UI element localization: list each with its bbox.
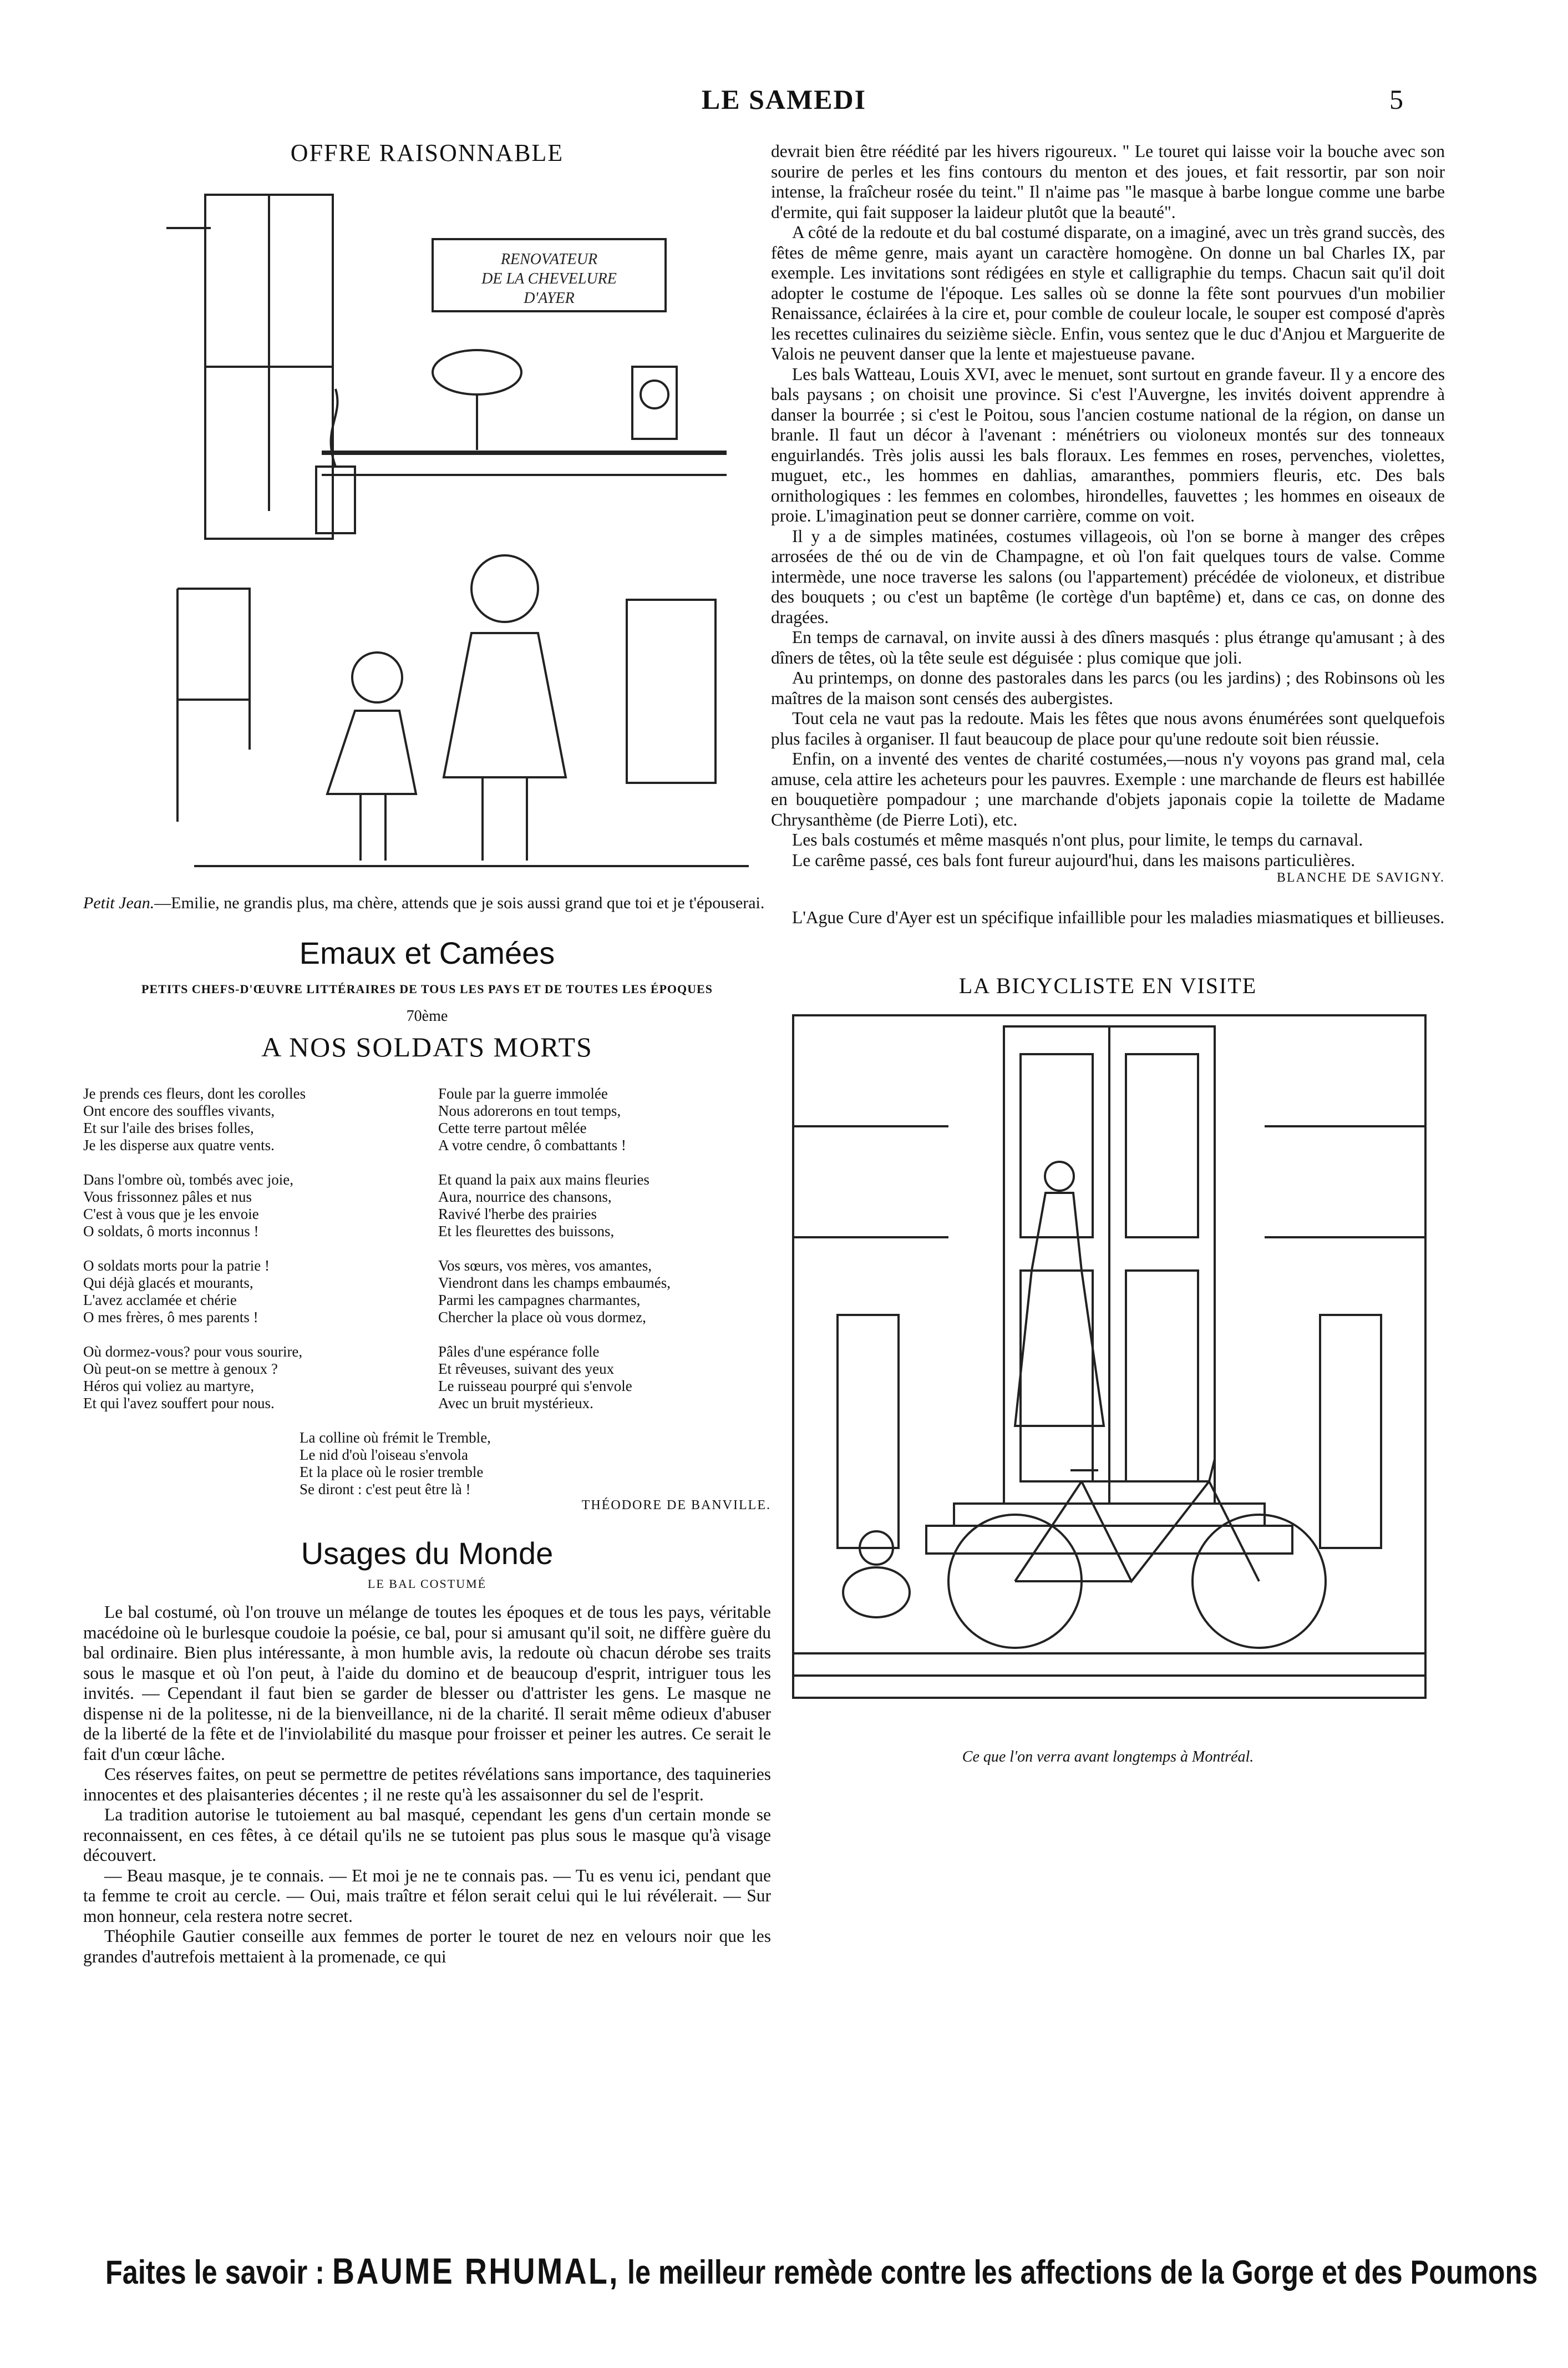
usages-paragraph: Il y a de simples matinées, costumes villageois, où l'on se borne à manger des crêpes arrosées de thé ou de vin de Champagne, et où l'on fait quelques tours de valse. Comme intermède, une noce traverse les salons (ou l'appartement) précédée de violoneux, et distribue des bouquets ; ou c'est un baptême (le cortège d'un baptême) et, dans ce cas, on donne des dragées. <box>771 526 1445 627</box>
usages-paragraph: Les bals costumés et même masqués n'ont plus, pour limite, le temps du carnaval. <box>792 830 1363 849</box>
stanza-final: La colline où frémit le Tremble, Le nid d'où l'oiseau s'envola Et la place où le rosier tremble Se diront : c'est peut être là ! <box>300 1429 491 1497</box>
usages-paragraph: Les bals Watteau, Louis XVI, avec le menuet, sont surtout en grande faveur. Il y a encore des bals paysans ; on choisit une province. Si c'est l'Auvergne, les invités doivent apprendre à danser la bourrée ; si c'est le Poitou, sous l'ancien costume national de la région, on danse un branle. Il faut un décor à l'avenant : ménétriers ou violoneux montés sur des tonneaux enguirlandés. Très jolis aussi les bals floraux. Les femmes en roses, pervenches, violettes, muguet, etc., les hommes en dahlias, amaranthes, pommiers fleuris, etc. Des bals ornithologiques : les femmes en colombes, hirondelles, fauvettes ; les hommes en oiseaux de proie. L'imagination peut se donner carrière, comme on voit. <box>771 364 1445 525</box>
usages-paragraph: — Beau masque, je te connais. — Et moi je ne te connais pas. — Tu es venu ici, pendant que ta femme te croit au cercle. — Oui, mais traître et félon serait celui qui le lui révélerait. — Sur mon honneur, cela restera notre secret. <box>83 1865 771 1926</box>
bicycle-illustration-title: LA BICYCLISTE EN VISITE <box>958 973 1257 998</box>
poem-final-stanza-wrap <box>83 1429 771 1498</box>
caption-speaker: Petit Jean. <box>83 894 155 912</box>
sign-line-2: DE LA CHEVELURE <box>481 270 617 287</box>
caption-text: —Emilie, ne grandis plus, ma chère, attends que je sois aussi grand que toi et je t'épouserai. <box>154 894 765 912</box>
newspaper-title: LE SAMEDI <box>701 84 867 115</box>
stanza: Vos sœurs, vos mères, vos amantes, Viendront dans les champs embaumés, Parmi les campagnes charmantes, Chercher la place où vous dormez, <box>438 1257 671 1325</box>
ad-suffix: le meilleur remède contre les affections de la Gorge et des Poumons <box>627 2254 1538 2291</box>
sign-line-3: D'AYER <box>524 290 575 307</box>
stanza: Je prends ces fleurs, dont les corolles Ont encore des souffles vivants, Et sur l'aile des brises folles, Je les disperse aux quatre vents. <box>83 1085 306 1153</box>
usages-paragraph: En temps de carnaval, on invite aussi à des dîners masqués : plus étrange qu'amusant ; à des dîners de têtes, où la tête seule est déguisée : plus comique que joli. <box>771 628 1445 667</box>
stanza: Et quand la paix aux mains fleuries Aura, nourrice des chansons, Ravivé l'herbe des prairies Et les fleurettes des buissons, <box>438 1171 649 1239</box>
cartoon-drawing <box>83 167 771 894</box>
usages-paragraph: A côté de la redoute et du bal costumé disparate, on a imaginé, avec un très grand succès, des fêtes de même genre, mais ayant un caractère homogène. On donne un bal Charles IX, par exemple. Les invitations sont rédigées en style et calligraphie du temps. Chacun sait qu'il doit adopter le costume de l'époque. Les salles où se donne la fête sont pourvues d'un mobilier Renaissance, éclairées à la cire et, pour comble de couleur locale, le souper est composé d'après les recettes culinaires du seizième siècle. Enfin, vous sentez que le duc d'Anjou et Marguerite de Valois ne peuvent danser que la lente et majestueuse pavane. <box>771 222 1445 363</box>
stanza: Foule par la guerre immolée Nous adorerons en tout temps, Cette terre partout mêlée A votre cendre, ô combattants ! <box>438 1085 626 1153</box>
sign-line-1: RENOVATEUR <box>500 251 598 268</box>
poem-column-left <box>83 1085 410 1412</box>
usages-paragraph: Au printemps, on donne des pastorales dans les parcs (ou les jardins) ; des Robinsons où les maîtres de la maison sont censés des aubergistes. <box>771 668 1445 708</box>
poem-title: A NOS SOLDATS MORTS <box>261 1031 593 1062</box>
stanza: Dans l'ombre où, tombés avec joie, Vous frissonnez pâles et nus C'est à vous que je les envoie O soldats, ô morts inconnus ! <box>83 1171 294 1239</box>
usages-paragraph: La tradition autorise le tutoiement au bal masqué, cependant les gens d'un certain monde se reconnaissent, en ces fêtes, à ce détail qu'ils ne se tutoient pas plus sous le masque qu'à visage découvert. <box>83 1805 771 1865</box>
poem-column-right <box>438 1085 771 1412</box>
usages-title: Usages du Monde <box>301 1536 554 1571</box>
stanza: O soldats morts pour la patrie ! Qui déjà glacés et mourants, L'avez acclamée et chérie O mes frères, ô mes parents ! <box>83 1257 270 1325</box>
ad-brand: BAUME RHUMAL, <box>332 2250 620 2291</box>
ad-prefix: Faites le savoir : <box>105 2254 324 2291</box>
illustration-title: OFFRE RAISONNABLE <box>290 139 564 166</box>
stanza: Où dormez-vous? pour vous sourire, Où peut-on se mettre à genoux ? Héros qui voliez au martyre, Et qui l'avez souffert pour nous. <box>83 1343 303 1411</box>
emaux-title: Emaux et Camées <box>299 935 555 970</box>
usages-paragraph: Le bal costumé, où l'on trouve un mélange de toutes les époques et de tous les pays, véritable macédoine où le burlesque coudoie la poésie, ce bal, pour si amusant qu'il soit, ne diffère guère du bal ordinaire. Bien plus intéressante, à mon humble avis, la redoute où chacun dérobe ses traits sous le masque et où l'on peut, à l'aide du domino et de beaucoup d'esprit, intriguer tous les invités. — Cependant il faut bien se garder de blesser ou d'attrister les gens. Le masque ne dispense ni de la politesse, ni de la bienveillance, ni de la charité. Il serait même odieux d'abuser de la liberté de la fête et de l'inviolabilité du masque pour froisser et peiner les autres. Ce serait le fait d'un cœur lâche. <box>83 1602 771 1764</box>
page-number: 5 <box>1389 84 1403 115</box>
right-column <box>771 141 1445 1767</box>
usages-author: BLANCHE DE SAVIGNY. <box>1276 871 1445 885</box>
usages-paragraph: Théophile Gautier conseille aux femmes de porter le touret de nez en velours noir que les grandes d'autrefois mettaient à la promenade, ce qui <box>83 1926 771 1966</box>
usages-paragraph: Le carême passé, ces bals font fureur aujourd'hui, dans les maisons particulières. <box>792 850 1356 870</box>
ague-cure-ad: L'Ague Cure d'Ayer est un spécifique infaillible pour les maladies miasmatiques et billieuses. <box>792 908 1445 927</box>
cartoon-illustration <box>83 167 771 894</box>
usages-paragraph: Enfin, on a inventé des ventes de charité costumées,—nous n'y voyons pas grand mal, cela amuse, cela attire les acheteurs pour les pauvres. Exemple : une marchande de fleurs est habillée en bouquetière pompadour ; une marchande d'objets japonais copie la toilette de Madame Chrysanthème (de Pierre Loti), etc. <box>771 749 1445 829</box>
bicycle-caption: Ce que l'on verra avant longtemps à Montréal. <box>962 1748 1254 1765</box>
baume-rhumal-ad <box>105 2250 1538 2292</box>
left-column <box>83 139 771 1967</box>
poem-columns <box>83 1085 771 1412</box>
usages-paragraph: devrait bien être réédité par les hivers rigoureux. " Le touret qui laisse voir la bouche avec son sourire de perles et les fins contours du menton et des joues, et fait ressortir, par son noir intense, la fraîcheur rosée du teint." Il n'aime pas "le masque à barbe longue comme une barbe d'ermite, qui fait supposer la laideur plutôt que la beauté". <box>771 141 1445 222</box>
bicycle-illustration <box>771 1004 1445 1748</box>
emaux-number: 70ème <box>406 1008 448 1025</box>
usages-subtitle: LE BAL COSTUMÉ <box>367 1577 487 1591</box>
emaux-subtitle: PETITS CHEFS-D'ŒUVRE LITTÉRAIRES DE TOUS LES PAYS ET DE TOUTES LES ÉPOQUES <box>141 982 713 996</box>
poem-author: THÉODORE DE BANVILLE. <box>581 1498 771 1512</box>
stanza: Pâles d'une espérance folle Et rêveuses, suivant des yeux Le ruisseau pourpré qui s'envole Avec un bruit mystérieux. <box>438 1343 632 1411</box>
usages-paragraph: Ces réserves faites, on peut se permettre de petites révélations sans importance, des taquineries innocentes et des plaisanteries décentes ; il ne reste qu'à les assaisonner du sel de l'esprit. <box>83 1764 771 1804</box>
bicycle-drawing <box>771 1004 1445 1748</box>
usages-paragraph: Tout cela ne vaut pas la redoute. Mais les fêtes que nous avons énumérées sont quelquefois plus faciles à organiser. Il faut beaucoup de place pour qu'une redoute soit bien réussie. <box>771 709 1445 748</box>
cartoon-caption <box>83 894 771 913</box>
